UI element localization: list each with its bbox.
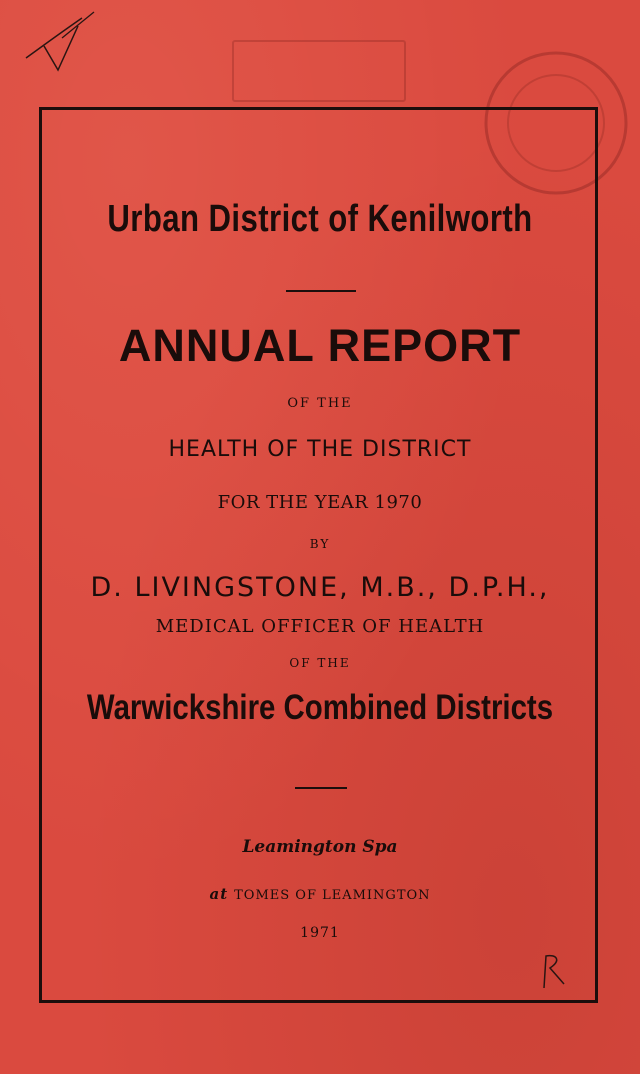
health-line: HEALTH OF THE DISTRICT — [168, 437, 472, 462]
year-line: FOR THE YEAR 1970 — [217, 492, 423, 513]
printer-line — [0, 885, 640, 903]
print-year: 1971 — [300, 925, 340, 941]
divider-rule-2 — [295, 787, 347, 789]
printer-mark: at — [209, 885, 229, 903]
handwritten-mark-icon — [22, 8, 102, 78]
of-the-label: OF THE — [287, 396, 353, 411]
author-name: D. LIVINGSTONE, M.B., D.P.H., — [90, 572, 550, 603]
of-the-label-2: OF THE — [289, 656, 351, 670]
combined-districts-title: Warwickshire Combined Districts — [86, 688, 554, 727]
officer-title: MEDICAL OFFICER OF HEALTH — [155, 616, 485, 637]
by-label: BY — [309, 537, 331, 551]
printer-name: TOMES OF LEAMINGTON — [234, 888, 431, 903]
publication-place: Leamington Spa — [242, 837, 398, 857]
cover-border — [39, 107, 598, 1003]
faded-stamp-icon — [232, 40, 406, 102]
report-title: ANNUAL REPORT — [118, 320, 522, 371]
divider-rule — [286, 290, 356, 292]
handwritten-r-icon — [536, 948, 570, 992]
district-title: Urban District of Kenilworth — [107, 198, 533, 240]
